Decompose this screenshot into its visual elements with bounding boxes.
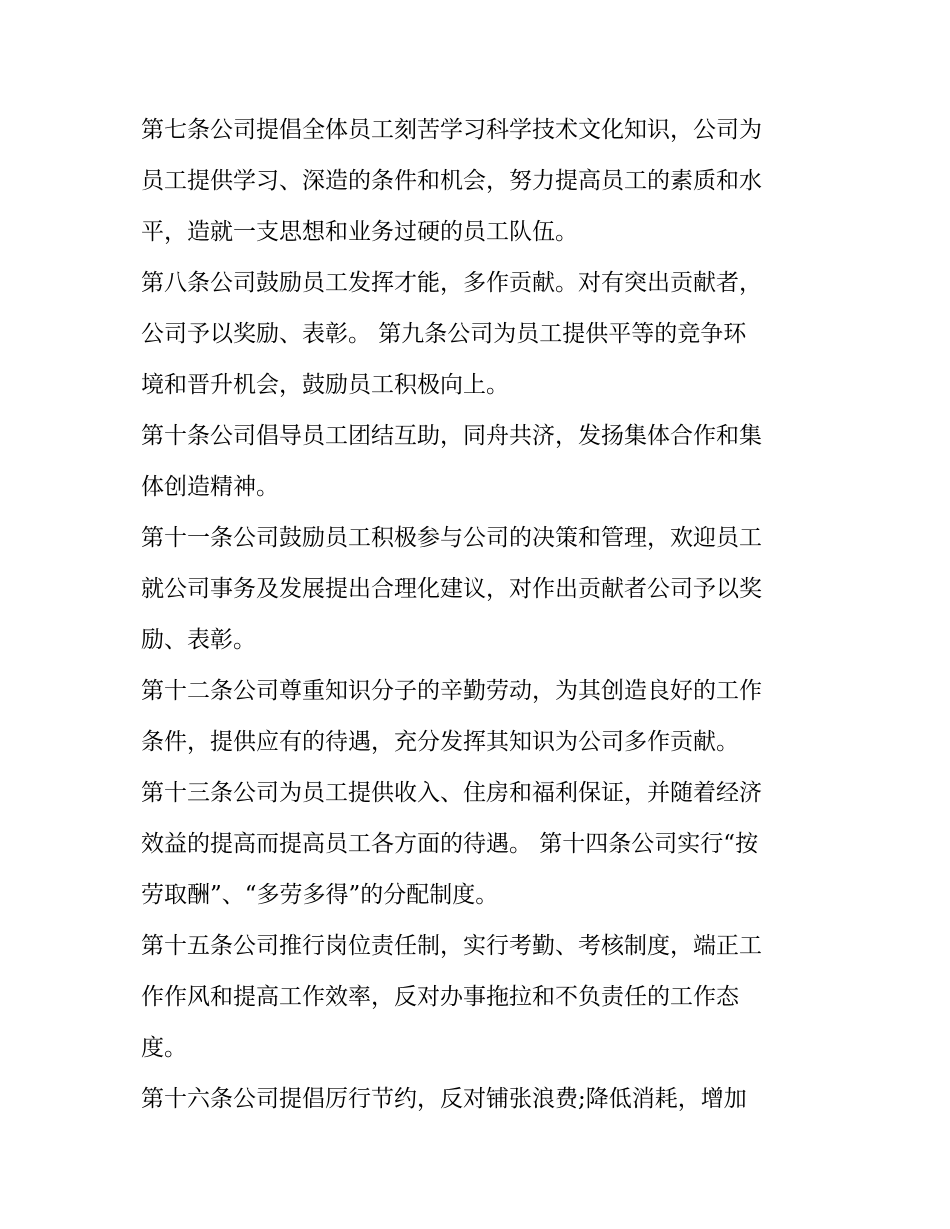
text-line: 劳取酬”、“多劳多得”的分配制度。 xyxy=(141,882,499,908)
text-line: 度。 xyxy=(141,1035,187,1061)
text-line: 作作风和提高工作效率，反对办事拖拉和不负责任的工作态 xyxy=(141,984,739,1010)
text-line: 就公司事务及发展提出合理化建议，对作出贡献者公司予以奖 xyxy=(141,576,762,602)
text-line: 第十二条公司尊重知识分子的辛勤劳动，为其创造良好的工作 xyxy=(141,678,762,704)
text-line: 第七条公司提倡全体员工刻苦学习科学技术文化知识，公司为 xyxy=(141,117,762,143)
text-line: 效益的提高而提高员工各方面的待遇。 第十四条公司实行“按 xyxy=(141,831,759,857)
text-line: 条件，提供应有的待遇，充分发挥其知识为公司多作贡献。 xyxy=(141,729,739,755)
text-line: 第十六条公司提倡厉行节约，反对铺张浪费;降低消耗，增加 xyxy=(141,1086,747,1112)
document-body xyxy=(141,105,821,1125)
text-line: 境和晋升机会，鼓励员工积极向上。 xyxy=(141,372,509,398)
text-line: 第十三条公司为员工提供收入、住房和福利保证，并随着经济 xyxy=(141,780,762,806)
text-line: 第十一条公司鼓励员工积极参与公司的决策和管理，欢迎员工 xyxy=(141,525,762,551)
text-line: 公司予以奖励、表彰。 第九条公司为员工提供平等的竞争环 xyxy=(141,321,747,347)
text-line: 体创造精神。 xyxy=(141,474,279,500)
text-line: 平，造就一支思想和业务过硬的员工队伍。 xyxy=(141,219,578,245)
text-line: 第十条公司倡导员工团结互助，同舟共济，发扬集体合作和集 xyxy=(141,423,762,449)
text-line: 第十五条公司推行岗位责任制，实行考勤、考核制度，端正工 xyxy=(141,933,762,959)
text-line: 员工提供学习、深造的条件和机会，努力提高员工的素质和水 xyxy=(141,168,762,194)
text-line: 励、表彰。 xyxy=(141,627,256,653)
text-line: 第八条公司鼓励员工发挥才能，多作贡献。对有突出贡献者， xyxy=(141,270,762,296)
